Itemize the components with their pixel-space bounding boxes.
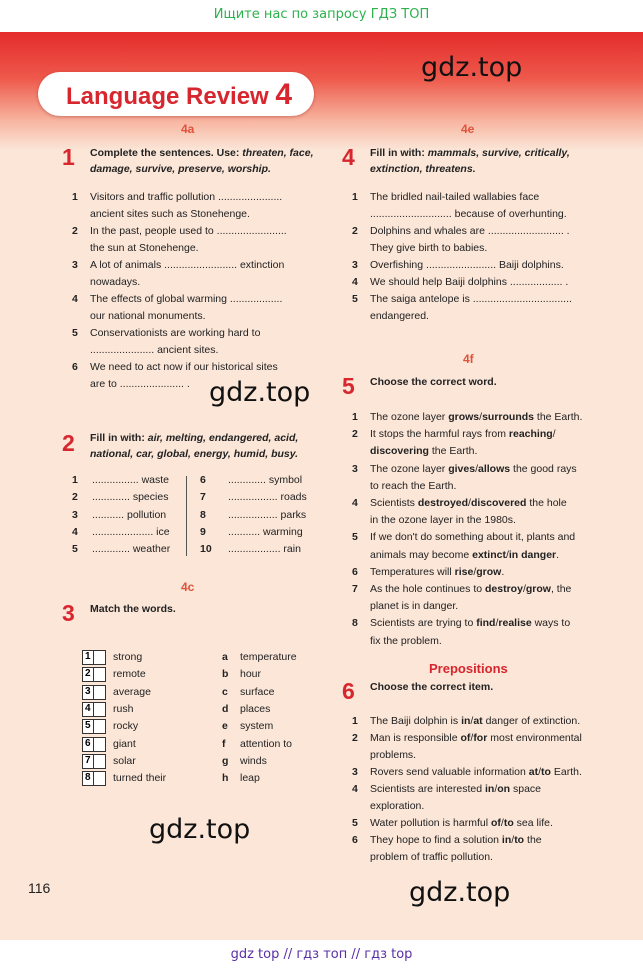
- item-text: to reach the Earth.: [370, 479, 457, 492]
- page-number: 116: [28, 880, 51, 896]
- match-letter: c: [222, 685, 228, 698]
- item-number: 2: [72, 491, 78, 504]
- item-text: ............. weather: [92, 543, 171, 556]
- item-number: 4: [352, 783, 358, 795]
- item-number: 6: [72, 361, 78, 373]
- item-text: endangered.: [370, 310, 429, 322]
- exercise-4-instruction: Fill in with: mammals, survive, critically, extinction, threatens.: [370, 147, 570, 175]
- match-letter: d: [222, 702, 229, 715]
- item-text: planet is in danger.: [370, 600, 459, 613]
- item-text: ..................... ice: [92, 525, 170, 538]
- list-item: [352, 713, 612, 730]
- item-number: 2: [352, 732, 358, 744]
- item-text: ancient sites such as Stonehenge.: [90, 208, 250, 220]
- list-item: [352, 730, 612, 764]
- item-text: In the past, people used to ........................: [90, 225, 287, 237]
- match-letter: f: [222, 737, 226, 750]
- item-text: The ozone layer gives/allows the good rays: [370, 462, 577, 475]
- item-text: A lot of animals ......................... extinction: [90, 259, 285, 271]
- item-text: problem of traffic pollution.: [370, 851, 493, 863]
- item-number: 7: [85, 754, 91, 766]
- list-item: [72, 257, 322, 291]
- prepositions-heading: Prepositions: [429, 661, 508, 676]
- item-text: discovering the Earth.: [370, 445, 478, 458]
- item-number: 7: [352, 583, 358, 595]
- item-text: ............. species: [92, 491, 169, 504]
- answer-box[interactable]: [82, 685, 106, 700]
- item-number: 5: [85, 720, 91, 732]
- item-text: ................ waste: [92, 474, 170, 486]
- list-item: [352, 189, 602, 223]
- item-number: 10: [200, 543, 212, 556]
- list-item: [352, 409, 612, 426]
- item-number: 4: [85, 702, 91, 714]
- match-word-right: winds: [240, 754, 267, 767]
- watermark: gdz.top: [409, 877, 511, 908]
- answer-box[interactable]: [82, 737, 106, 752]
- top-banner: [0, 0, 643, 32]
- item-text: The effects of global warming ..................: [90, 293, 283, 305]
- watermark: gdz.top: [149, 814, 251, 845]
- match-word-right: temperature: [240, 651, 297, 663]
- exercise-2-number: 2: [62, 430, 75, 456]
- item-number: 3: [352, 259, 358, 271]
- item-text: Rovers send valuable information at/to Earth.: [370, 766, 582, 778]
- watermark: gdz.top: [209, 377, 311, 408]
- item-number: 5: [352, 293, 358, 305]
- exercise-3-number: 3: [62, 600, 75, 626]
- section-4f: 4f: [463, 352, 474, 366]
- page-title: Language Review 4: [66, 78, 293, 111]
- match-word-left: rush: [113, 702, 134, 715]
- list-item: [72, 325, 322, 359]
- list-item: [352, 781, 612, 815]
- item-text: Scientists destroyed/discovered the hole: [370, 497, 567, 509]
- item-text: Overfishing ........................ Baiji dolphins.: [370, 259, 564, 271]
- list-item: [72, 223, 322, 257]
- match-word-right: hour: [240, 668, 262, 681]
- exercise-6-instruction: Choose the correct item.: [370, 681, 494, 693]
- item-text: It stops the harmful rays from reaching/: [370, 428, 556, 441]
- item-number: 8: [200, 508, 206, 521]
- column-divider: [186, 476, 187, 556]
- bottom-banner: [0, 940, 643, 972]
- item-number: 6: [85, 737, 91, 749]
- top-banner-text: Ищите нас по запросу ГДЗ ТОП: [213, 7, 430, 22]
- list-item: [72, 291, 322, 325]
- item-text: The saiga antelope is ..................................: [370, 293, 572, 305]
- exercise-1-number: 1: [62, 144, 75, 170]
- match-letter: a: [222, 651, 228, 663]
- item-number: 5: [352, 531, 358, 544]
- item-number: 2: [352, 428, 358, 441]
- item-text: ...................... ancient sites.: [90, 344, 219, 356]
- item-number: 3: [72, 259, 78, 271]
- match-letter: h: [222, 772, 229, 785]
- item-number: 5: [72, 543, 78, 556]
- list-item: [352, 764, 612, 781]
- item-text: ................. parks: [228, 508, 307, 521]
- match-word-left: turned their: [113, 772, 167, 785]
- item-text: are to ...................... .: [90, 378, 190, 390]
- list-item: [352, 832, 612, 866]
- item-number: 4: [72, 293, 78, 305]
- item-text: They give birth to babies.: [370, 242, 488, 254]
- item-text: Water pollution is harmful of/to sea life.: [370, 817, 553, 829]
- item-text: We need to act now if our historical sites: [90, 361, 278, 373]
- review-number: 4: [275, 78, 293, 111]
- match-word-left: rocky: [113, 720, 139, 733]
- item-text: As the hole continues to destroy/grow, the: [370, 583, 572, 595]
- item-text: ........... pollution: [92, 508, 167, 521]
- item-text: Conservationists are working hard to: [90, 327, 261, 339]
- item-number: 1: [72, 191, 78, 203]
- item-text: ............................ because of overhunting.: [370, 208, 567, 220]
- item-text: ............. symbol: [228, 474, 303, 486]
- item-text: Scientists are interested in/on space: [370, 783, 542, 795]
- item-text: our national monuments.: [90, 310, 206, 322]
- match-word-right: attention to: [240, 737, 292, 750]
- item-number: 6: [352, 834, 358, 846]
- bottom-banner-text: gdz top // гдз топ // гдз top: [230, 947, 413, 962]
- section-4e: 4e: [461, 122, 475, 136]
- item-text: Dolphins and whales are .......................... .: [370, 225, 570, 237]
- match-letter: b: [222, 668, 229, 681]
- section-4a: 4a: [181, 122, 195, 136]
- exercise-3-instruction: Match the words.: [90, 603, 176, 615]
- item-number: 4: [352, 276, 358, 288]
- textbook-page: [0, 32, 643, 940]
- item-number: 9: [200, 525, 206, 538]
- section-4c: 4c: [181, 580, 195, 594]
- match-word-left: giant: [113, 737, 136, 750]
- item-text: ........... warming: [228, 525, 303, 538]
- item-text: We should help Baiji dolphins .................. .: [370, 276, 569, 288]
- exercise-4-number: 4: [342, 144, 355, 170]
- exercise-2-instruction: Fill in with: air, melting, endangered, acid, national, car, global, energy, humid, busy.: [90, 432, 299, 460]
- item-number: 2: [72, 225, 78, 237]
- list-item: [352, 615, 612, 649]
- item-number: 4: [352, 497, 358, 509]
- answer-box[interactable]: [82, 719, 106, 734]
- item-number: 6: [200, 474, 206, 486]
- item-text: Man is responsible of/for most environmental: [370, 732, 582, 744]
- item-number: 3: [352, 462, 358, 475]
- item-text: exploration.: [370, 800, 425, 812]
- list-item: [352, 223, 602, 257]
- exercise-6-number: 6: [342, 678, 355, 704]
- item-text: .................. rain: [228, 543, 301, 556]
- list-item: [352, 564, 612, 581]
- item-number: 8: [352, 617, 358, 630]
- item-number: 8: [85, 772, 91, 784]
- item-number: 3: [72, 508, 78, 521]
- list-item: [352, 815, 612, 832]
- item-number: 5: [352, 817, 358, 829]
- list-item: [352, 274, 602, 291]
- match-word-left: remote: [113, 668, 146, 681]
- item-text: the sun at Stonehenge.: [90, 242, 199, 254]
- item-number: 3: [85, 685, 91, 697]
- match-word-left: average: [113, 685, 151, 698]
- item-number: 5: [72, 327, 78, 339]
- item-text: in the ozone layer in the 1980s.: [370, 514, 516, 527]
- item-number: 4: [72, 525, 78, 538]
- exercise-5-number: 5: [342, 373, 355, 399]
- item-number: 6: [352, 565, 358, 578]
- item-number: 7: [200, 491, 206, 504]
- answer-box[interactable]: [82, 754, 106, 769]
- match-word-right: places: [240, 702, 271, 715]
- exercise-5-instruction: Choose the correct word.: [370, 376, 497, 388]
- item-text: fix the problem.: [370, 634, 442, 647]
- item-number: 1: [72, 474, 78, 486]
- item-number: 3: [352, 766, 358, 778]
- watermark: gdz.top: [421, 52, 523, 83]
- match-word-right: leap: [240, 772, 260, 785]
- item-number: 1: [352, 411, 358, 423]
- exercise-1-instruction: Complete the sentences. Use: threaten, face, damage, survive, preserve, worship.: [90, 147, 314, 175]
- item-text: If we don't do something about it, plants and: [370, 531, 576, 544]
- match-word-right: surface: [240, 685, 275, 698]
- title-pill: [38, 72, 314, 116]
- match-word-left: solar: [113, 754, 136, 767]
- item-number: 1: [352, 191, 358, 203]
- item-number: 1: [85, 651, 91, 662]
- item-number: 2: [85, 668, 91, 680]
- item-text: Visitors and traffic pollution ......................: [90, 191, 283, 203]
- answer-box[interactable]: [82, 667, 106, 682]
- item-number: 1: [352, 715, 358, 727]
- item-text: The Baiji dolphin is in/at danger of extinction.: [370, 715, 581, 727]
- item-number: 2: [352, 225, 358, 237]
- list-item: [352, 291, 602, 325]
- item-text: ................. roads: [228, 491, 307, 504]
- item-text: animals may become extinct/in danger.: [370, 548, 560, 561]
- match-letter: g: [222, 754, 229, 767]
- item-text: The ozone layer grows/surrounds the Earth.: [370, 411, 583, 423]
- item-text: They hope to find a solution in/to the: [370, 834, 542, 846]
- list-item: [352, 495, 612, 529]
- answer-box[interactable]: [82, 650, 106, 665]
- item-text: Temperatures will rise/grow.: [370, 565, 505, 578]
- item-text: The bridled nail-tailed wallabies face: [370, 191, 540, 203]
- list-item: [72, 189, 322, 223]
- item-text: nowadays.: [90, 276, 141, 288]
- match-word-right: system: [240, 720, 274, 733]
- list-item: [352, 257, 602, 274]
- match-letter: e: [222, 720, 228, 733]
- list-item: [352, 461, 612, 495]
- answer-box[interactable]: [82, 702, 106, 717]
- list-item: [352, 581, 612, 615]
- list-item: [352, 529, 612, 563]
- item-text: problems.: [370, 749, 417, 761]
- match-word-left: strong: [113, 651, 143, 663]
- list-item: [352, 426, 612, 460]
- answer-box[interactable]: [82, 771, 106, 786]
- item-text: Scientists are trying to find/realise ways to: [370, 617, 571, 630]
